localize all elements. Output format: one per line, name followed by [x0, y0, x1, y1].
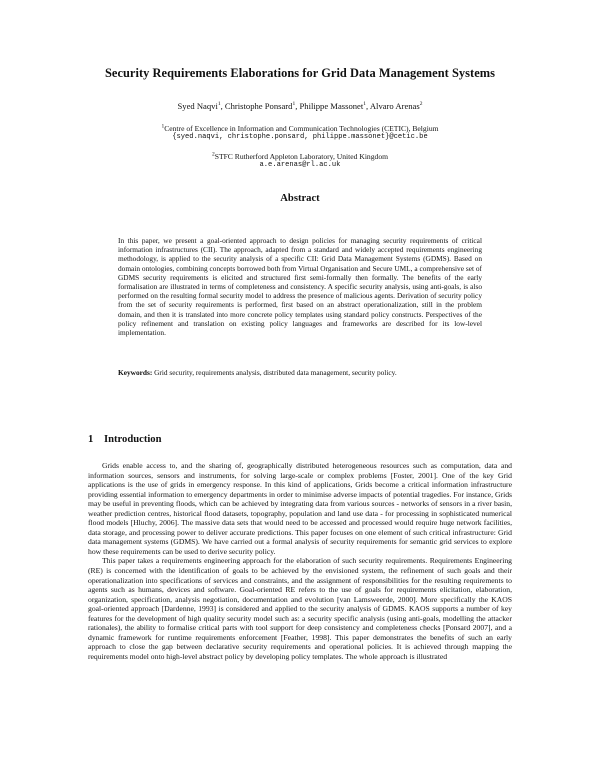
affiliation-mark: 2 — [211, 151, 215, 158]
author-name: Christophe Ponsard — [224, 101, 293, 111]
affiliation-mark: 2 — [419, 101, 423, 108]
affiliation-mark: 1 — [292, 101, 296, 108]
affiliation-emails: {syed.naqvi, christophe.ponsard, philippe.massonet}@cetic.be — [172, 133, 428, 142]
section-heading — [88, 434, 162, 445]
author-name: Alvaro Arenas — [369, 101, 420, 111]
body-paragraph: This paper takes a requirements engineering approach for the elaboration of such security requirements. Requirements Engineering (RE) is concerned with the identification of goals to be achieved by the envisioned system, the refinement of such goals and their operationalization into specifications of services and constraints, and the assignment of responsibilities for the resulting requirements to agents such as humans, devices and software. Goal-oriented RE refers to the use of goals for requirements elicitation, elaboration, organization, specification, analysis negotiation, documentation and evolution [van Lamsweerde, 2000]. More specifically the KAOS goal-oriented approach [Dardenne, 1993] is considered and applied to the security analysis of GDMS. KAOS supports a number of key features for the development of high quality security model such as: a security specific analysis (using anti-goals, modelling the attacker rationales), the ability to formalise critical parts with tool support for deep consistency and completeness checks [Ponsard 2007], and a dynamic framework for runtime requirements enforcement [Feather, 1998]. This paper demonstrates the benefits of such an early approach to close the gap between declarative security requirements and operational policies. It is achieved through mapping the requirements model onto high-level abstract policy by developing policy templates. The whole approach is illustrated — [88, 556, 512, 661]
author-name: Philippe Massonet — [299, 101, 364, 111]
affiliation-2 — [60, 152, 540, 170]
keywords — [118, 368, 482, 377]
affiliation-mark: 1 — [161, 123, 165, 130]
abstract-text: In this paper, we present a goal-oriented approach to design policies for managing security requirements of critical information infrastructures (CII). The approach, adapted from a standard and widely accepted requirements engineering methodology, is applied to the security analysis of a specific CII: Grid Data Management Systems (GDMS). Based on domain ontologies, combining concepts borrowed both from Virtual Organisation and Secure UML, a comprehensive set of GDMS security requirements is elicited and structured first semi-formally then formally. The benefits of the early formalisation are illustrated in terms of completeness and consistency. A specific security analysis, using anti-goals, is also performed on the resulting formal security model to address the presence of malicious agents. Derivation of security policy from the set of security requirements is performed, first based on an abstract operationalization, still in the problem domain, and then it is translated into more concrete policy templates using standard policy constructs. Perspectives of the policy refinement and translation on existing policy languages and frameworks are described for its low-level implementation. — [118, 236, 482, 338]
author-list: Syed Naqvi$^1$, Christophe Ponsard$^1$, Philippe Massonet$^1$, Alvaro Arenas$^2$ — [177, 101, 423, 111]
author-name: Syed Naqvi — [177, 101, 218, 111]
affiliation-mark: 1 — [217, 101, 221, 108]
affiliation-1 — [60, 124, 540, 142]
keywords-label: Keywords: — [118, 368, 153, 377]
section-title: Introduction — [104, 434, 162, 445]
affiliation-mark: 1 — [363, 101, 367, 108]
keywords-text: Grid security, requirements analysis, distributed data management, security policy. — [154, 368, 397, 377]
section-number: 1 — [88, 434, 94, 445]
abstract-heading: Abstract — [280, 193, 320, 204]
section-body — [88, 461, 512, 661]
paper-title: Security Requirements Elaborations for Grid Data Management Systems — [104, 66, 496, 80]
affiliation-email: a.e.arenas@rl.ac.uk — [259, 161, 341, 170]
affiliation-name: Centre of Excellence in Information and Communication Technologies (CETIC), Belgium — [164, 124, 439, 133]
body-paragraph: Grids enable access to, and the sharing of, geographically distributed heterogeneous resources such as computation, data and information sources, sensors and instruments, for solving large-scale or complex problems [Foster, 2001]. One of the key Grid applications is the use of grids in emergency response. In this kind of applications, Grids become a critical information infrastructure providing essential information to emergency departments in order to minimise adverse impacts of potential tragedies. For instance, Grids may be useful in preventing floods, which can be achieved by integrating data from various sources - networks of sensors in a river basin, weather prediction centres, historical flood datasets, topography, population and land use data - for processing in sophisticated numerical flood models [Hluchy, 2006]. The massive data sets that would need to be accessed and processed would require huge network facilities, data storage, and processing power to deliver accurate predictions. This paper focuses on one element of such critical infrastructure: Grid data management systems (GDMS). We have carried out a formal analysis of security requirements for semantic grid services to explore how these requirements can be used to derive security policy. — [88, 461, 512, 556]
affiliation-name: STFC Rutherford Appleton Laboratory, United Kingdom — [214, 152, 389, 161]
